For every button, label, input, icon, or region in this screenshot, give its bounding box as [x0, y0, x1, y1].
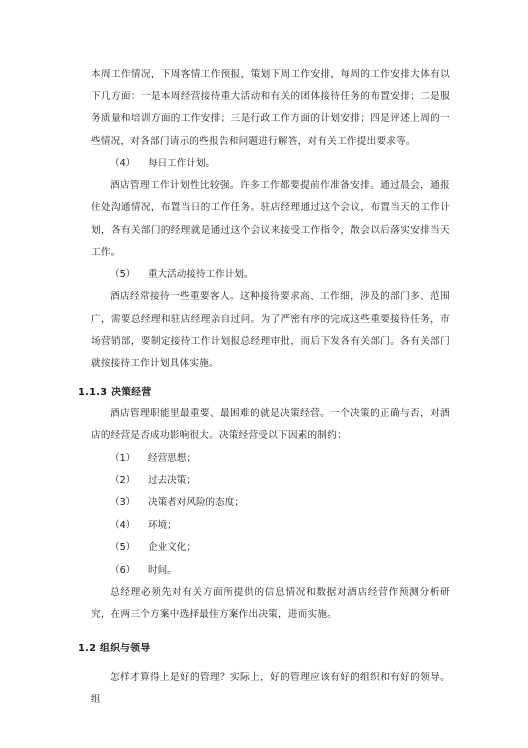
list-number: （2） — [110, 475, 136, 487]
list-number: （3） — [110, 497, 136, 509]
section-heading-organization: 1.2 组织与领导 — [78, 642, 151, 654]
list-text: 决策者对风险的态度； — [148, 497, 244, 509]
list-number: （4） — [110, 519, 136, 531]
list-number: （5） — [110, 269, 136, 281]
list-text: 每日工作计划。 — [148, 157, 216, 169]
list-item-factor — [91, 492, 450, 514]
paragraph-decision-summary: 总经理必须先对有关方面所提供的信息情况和数据对酒店经营作预测分析研究，在两三个方案中选择最佳方案作出决策，进而实施。 — [91, 587, 450, 621]
paragraph-daily-plan: 酒店管理工作计划性比较强。许多工作都要提前作准备安排。通过晨会，通报住处沟通情况，布置当日的工作任务。驻店经理通过这个会议，布置当天的工作计划，各有关部门的经理就是通过这个会议来接受工作指令，散会以后落实安排当天工作。 — [91, 180, 450, 258]
paragraph-decision: 酒店管理职能里最重要、最困难的就是决策经营。一个决策的正确与否，对酒店的经营是否成功影响很大。决策经营受以下因素的制约： — [91, 408, 450, 442]
list-number: （1） — [110, 452, 136, 464]
list-item-factor — [91, 515, 450, 537]
list-item-major-events — [91, 264, 450, 286]
list-item-factor — [91, 537, 450, 559]
list-number: （4） — [110, 157, 136, 169]
list-text: 企业文化； — [148, 542, 196, 554]
list-text: 过去决策； — [148, 475, 196, 487]
list-item-factor — [91, 448, 450, 470]
list-item-daily-plan — [91, 153, 450, 175]
list-text: 环境； — [148, 519, 177, 531]
list-text: 重大活动接待工作计划。 — [148, 269, 254, 281]
section-heading-decision: 1.1.3 决策经营 — [78, 387, 152, 399]
list-text: 经营思想； — [148, 452, 196, 464]
list-item-factor — [91, 470, 450, 492]
paragraph-organization: 怎样才算得上是好的管理？实际上，好的管理应该有好的组织和有好的领导。组 — [91, 671, 450, 705]
list-item-factor — [91, 560, 450, 582]
list-text: 时间。 — [148, 564, 177, 576]
list-number: （6） — [110, 564, 136, 576]
paragraph-weekly-plan: 本周工作情况，下周客情工作预报，策划下周工作安排，每周的工作安排大体有以下几方面：一是本周经营接待重大活动和有关的团体接待任务的布置安排；二是服务质量和培训方面的工作安排；三是行政工作方面的计划安排；四是评述上周的一些情况，对各部门请示的些报告和问题进行解答，对有关工作提出要求等。 — [91, 69, 450, 147]
list-number: （5） — [110, 542, 136, 554]
paragraph-major-events: 酒店经常接待一些重要客人。这种接待要求高、工作细，涉及的部门多、范围广，需要总经理和驻店经理亲自过问。为了严密有序的完成这些重要接待任务，市场营销部，要制定接待工作计划报总经理审批，而后下发各有关部门。各有关部门就按接待工作计划具体实施。 — [91, 291, 450, 370]
